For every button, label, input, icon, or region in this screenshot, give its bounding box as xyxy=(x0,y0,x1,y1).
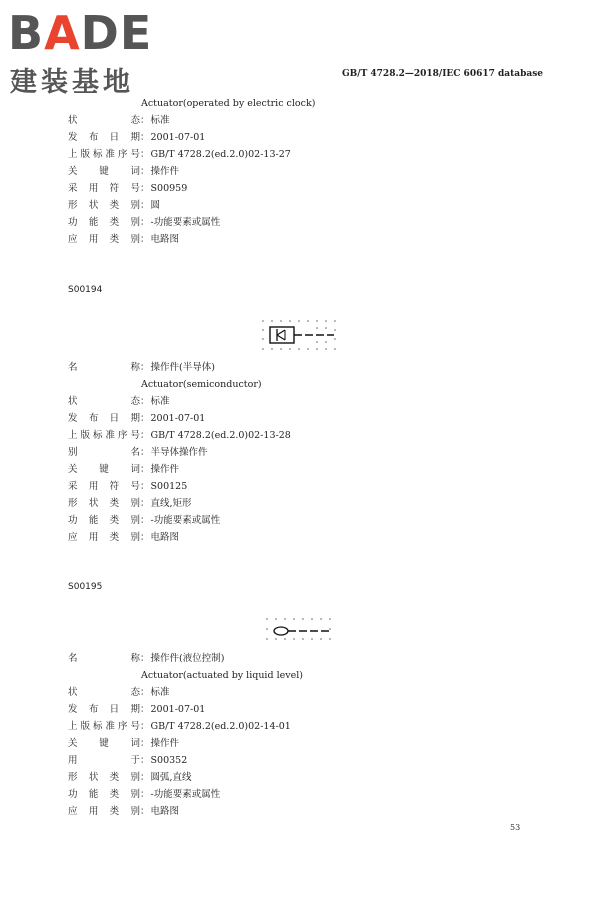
field-row: 应用类别：电路图 xyxy=(68,234,180,245)
symbol-code: S00195 xyxy=(68,582,103,592)
brand-logo xyxy=(8,6,178,98)
field-row: 发布日期：2001-07-01 xyxy=(68,413,206,424)
field-row: 应用类别：电路图 xyxy=(68,532,180,543)
field-row: 形状类别：直线,矩形 xyxy=(68,498,192,509)
field-row: 关键词：操作件 xyxy=(68,738,180,749)
english-name: Actuator(actuated by liquid level) xyxy=(141,670,303,681)
field-row: 上版标准序号：GB/T 4728.2(ed.2.0)02-14-01 xyxy=(68,721,291,732)
page-number: 53 xyxy=(510,823,521,832)
semiconductor-actuator-symbol xyxy=(260,318,342,352)
symbol-code: S00194 xyxy=(68,285,103,295)
field-row: 用于：S00352 xyxy=(68,755,188,766)
english-name: Actuator(semiconductor) xyxy=(141,379,262,390)
field-row: 名称：操作件(半导体) xyxy=(68,362,215,373)
field-row: 采用符号：S00125 xyxy=(68,481,188,492)
field-row: 功能类别：-功能要素或属性 xyxy=(68,515,221,526)
field-row: 发布日期：2001-07-01 xyxy=(68,704,206,715)
field-row: 别名：半导体操作件 xyxy=(68,447,208,458)
logo-chinese-text: 建装基地 xyxy=(10,67,134,98)
field-row: 上版标准序号：GB/T 4728.2(ed.2.0)02-13-27 xyxy=(68,149,291,160)
field-row: 应用类别：电路图 xyxy=(68,806,180,817)
field-row: 发布日期：2001-07-01 xyxy=(68,132,206,143)
liquid-level-actuator-symbol xyxy=(264,616,336,642)
field-row: 状态：标准 xyxy=(68,396,170,407)
standard-header: GB/T 4728.2—2018/IEC 60617 database xyxy=(342,69,544,79)
top-english-name: Actuator(operated by electric clock) xyxy=(141,98,316,109)
field-row: 关键词：操作件 xyxy=(68,166,180,177)
logo-wordmark: BADE xyxy=(8,6,153,60)
field-row: 形状类别：圆弧,直线 xyxy=(68,772,192,783)
field-row: 状态：标准 xyxy=(68,115,170,126)
field-row: 关键词：操作件 xyxy=(68,464,180,475)
field-row: 上版标准序号：GB/T 4728.2(ed.2.0)02-13-28 xyxy=(68,430,291,441)
field-row: 状态：标准 xyxy=(68,687,170,698)
field-row: 采用符号：S00959 xyxy=(68,183,188,194)
field-row: 功能类别：-功能要素或属性 xyxy=(68,789,221,800)
field-row: 功能类别：-功能要素或属性 xyxy=(68,217,221,228)
field-row: 名称：操作件(液位控制) xyxy=(68,653,225,664)
field-row: 形状类别：圆 xyxy=(68,200,161,211)
